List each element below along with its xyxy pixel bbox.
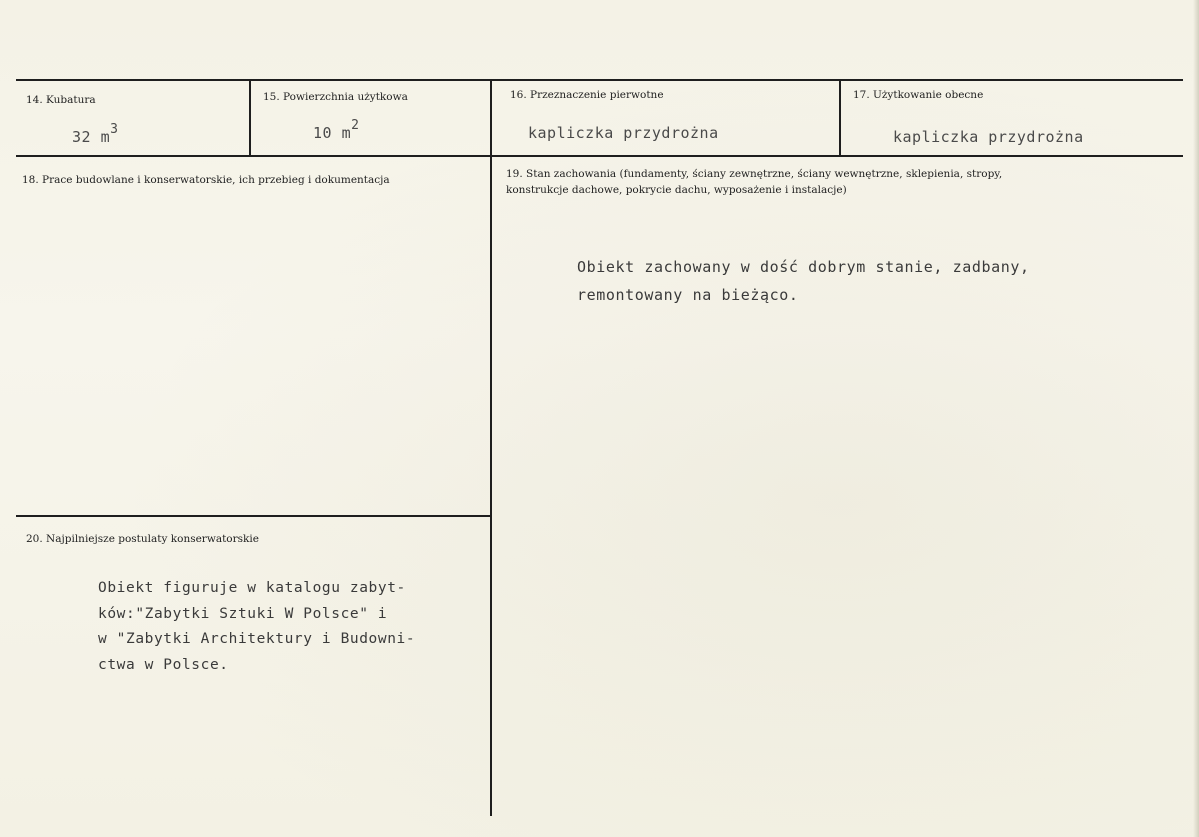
uzytkowanie-label: 17. Użytkowanie obecne	[853, 89, 984, 101]
divider-16-17	[839, 81, 841, 156]
divider-14-15	[249, 81, 251, 156]
postulaty-label: 20. Najpilniejsze postulaty konserwatorskie	[26, 533, 259, 545]
divider-15-16	[490, 81, 492, 156]
postulaty-text-line: Obiekt figuruje w katalogu zabyt-	[98, 580, 406, 596]
stan-text-line: remontowany na bieżąco.	[577, 286, 799, 304]
postulaty-text	[98, 576, 415, 678]
postulaty-text-line: ctwa w Polsce.	[98, 656, 229, 673]
kubatura-label: 14. Kubatura	[26, 94, 96, 106]
page-edge-shadow	[1193, 0, 1199, 837]
prace-label: 18. Prace budowlane i konserwatorskie, ich przebieg i dokumentacja	[22, 174, 390, 186]
postulaty-text-line: w "Zabytki Architektury i Budowni-	[98, 631, 416, 647]
powierzchnia-exponent: 2	[351, 118, 360, 133]
row1-bottom-rule	[16, 155, 1183, 157]
przeznaczenie-value: kapliczka przydrożna	[528, 124, 719, 142]
kubatura-value: 32 m3	[72, 122, 119, 146]
section-18-20-separator	[16, 515, 491, 517]
kubatura-exponent: 3	[110, 122, 119, 137]
uzytkowanie-value: kapliczka przydrożna	[893, 128, 1084, 146]
stan-label-line1: 19. Stan zachowania (fundamenty, ściany zewnętrzne, ściany wewnętrzne, sklepienia, stropy,	[506, 168, 1003, 180]
stan-text-line: Obiekt zachowany w dość dobrym stanie, zadbany,	[577, 258, 1030, 276]
przeznaczenie-label: 16. Przeznaczenie pierwotne	[510, 89, 664, 101]
top-rule	[16, 79, 1183, 81]
powierzchnia-value: 10 m2	[313, 118, 360, 142]
main-vertical-divider	[490, 156, 492, 816]
powierzchnia-label: 15. Powierzchnia użytkowa	[263, 91, 408, 103]
postulaty-text-line: ków:"Zabytki Sztuki W Polsce" i	[98, 605, 388, 622]
stan-label-line2: konstrukcje dachowe, pokrycie dachu, wyposażenie i instalacje)	[506, 184, 847, 196]
stan-text	[577, 253, 1030, 309]
